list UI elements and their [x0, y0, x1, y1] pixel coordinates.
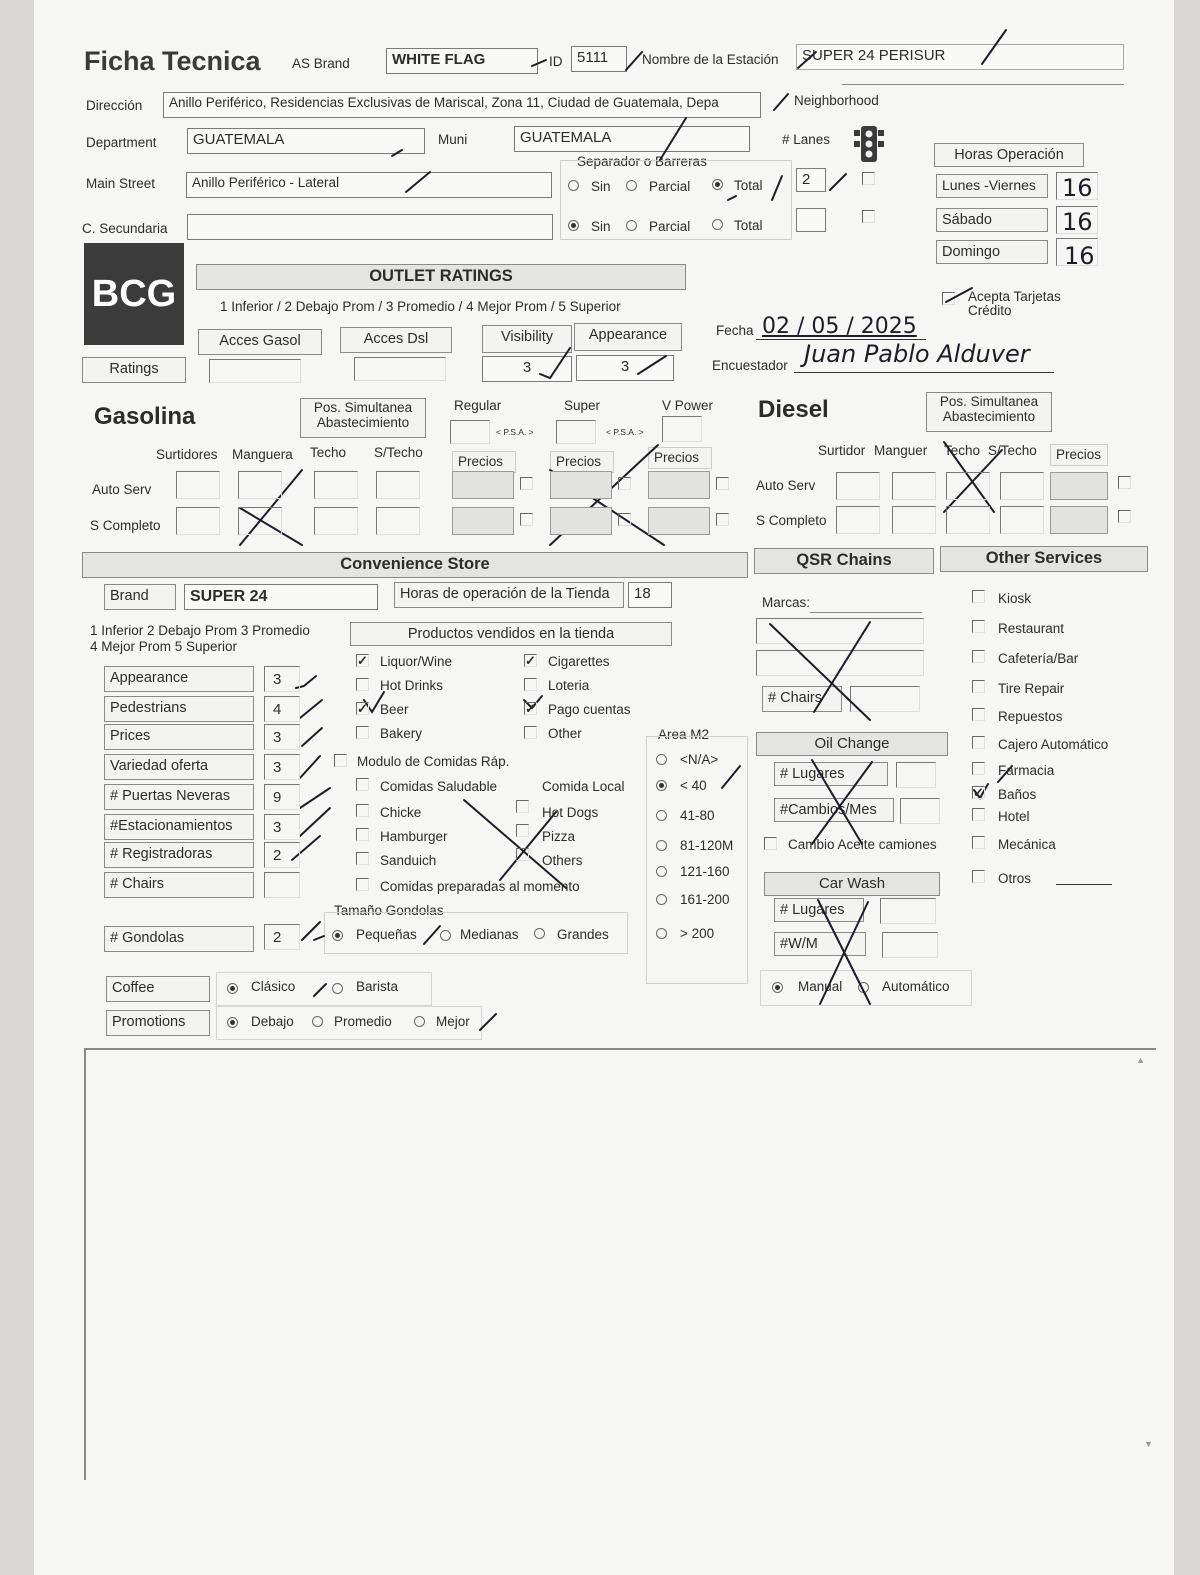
- store-brand-label: Brand: [104, 584, 176, 610]
- pen-mark-35: [814, 622, 870, 712]
- pen-mark-3: [982, 30, 1006, 64]
- gondola-pequenas-label: Pequeñas: [356, 927, 417, 942]
- pen-mark-25: [302, 922, 320, 940]
- store-rating-value-2[interactable]: 3: [264, 724, 300, 750]
- store-scale-line1: 1 Inferior 2 Debajo Prom 3 Promedio: [90, 623, 310, 638]
- gas-cell-r1-c2[interactable]: [314, 507, 358, 535]
- main-street-label: Main Street: [86, 176, 156, 191]
- store-rating-label-0: Appearance: [104, 666, 254, 692]
- carwash-auto-label: Automático: [882, 979, 950, 994]
- product-left-label-3: Bakery: [380, 726, 423, 741]
- gas-row-s-completo: S Completo: [90, 518, 161, 533]
- gas-price-r0-1[interactable]: [550, 471, 612, 499]
- grade-super: Super: [564, 398, 601, 413]
- promo-promedio-label: Promedio: [334, 1014, 392, 1029]
- carwash-manual-label: Manual: [798, 979, 843, 994]
- other-service-label-0: Kiosk: [998, 591, 1032, 606]
- col-manguera: Manguera: [232, 447, 293, 462]
- area-radio-5[interactable]: [656, 894, 667, 905]
- store-rating-label-1: Pedestrians: [104, 696, 254, 722]
- gas-price-r1-2[interactable]: [648, 507, 710, 535]
- main-street-field[interactable]: Anillo Periférico - Lateral: [186, 172, 552, 198]
- diesel-pos-simultanea-label: Pos. Simultanea Abastecimiento: [926, 392, 1052, 432]
- diesel-price-check-r0[interactable]: [1118, 476, 1131, 489]
- other-service-checkbox-8[interactable]: [972, 808, 985, 821]
- area-radio-2[interactable]: [656, 810, 667, 821]
- qsr-chairs-label: # Chairs: [762, 686, 842, 712]
- product-right-label-3: Other: [548, 726, 582, 741]
- diesel-row-auto-serv: Auto Serv: [756, 478, 816, 493]
- food-right-checkbox-1[interactable]: [516, 824, 529, 837]
- oil-lugares-label: # Lugares: [774, 762, 888, 786]
- col-surtidores: Surtidores: [156, 447, 218, 462]
- scroll-up-arrow-icon[interactable]: ▲: [1136, 1055, 1145, 1065]
- id-field[interactable]: 5111: [571, 46, 627, 72]
- other-service-checkbox-7[interactable]: ✓: [973, 785, 984, 800]
- rating-visibility[interactable]: 3: [482, 356, 572, 382]
- sep1-total-label: Total: [734, 178, 763, 193]
- gas-price-r1-1[interactable]: [550, 507, 612, 535]
- carwash-lugares-label: # Lugares: [774, 898, 864, 922]
- gas-row-auto-serv: Auto Serv: [92, 482, 152, 497]
- diesel-col-techo: Techo: [944, 443, 981, 458]
- marcas-label: Marcas:: [762, 595, 811, 610]
- pen-mark-2: [798, 52, 816, 68]
- pen-mark-33: [500, 812, 556, 880]
- food-right-label-2: Others: [542, 853, 583, 868]
- oil-change-title: Oil Change: [756, 732, 948, 756]
- pen-mark-34: [770, 624, 870, 720]
- food-left-label-2: Sanduich: [380, 853, 437, 868]
- other-service-checkbox-9[interactable]: [972, 836, 985, 849]
- encuestador-value: Juan Pablo Alduver: [804, 340, 1030, 368]
- product-left-checkbox-2[interactable]: ✓: [357, 701, 368, 716]
- secondary-street-label: C. Secundaria: [82, 221, 168, 236]
- modulo-comidas-label: Modulo de Comidas Ráp.: [357, 754, 510, 769]
- gas-cell-r0-c1[interactable]: [238, 471, 282, 499]
- store-rating-label-4: # Puertas Neveras: [104, 784, 254, 810]
- other-service-checkbox-10[interactable]: [972, 870, 985, 883]
- muni-label: Muni: [438, 132, 468, 147]
- diesel-price-r0[interactable]: [1050, 472, 1108, 500]
- gas-cell-r0-c3[interactable]: [376, 471, 420, 499]
- pen-mark-1: [626, 52, 642, 70]
- pen-mark-0: [532, 60, 546, 66]
- other-service-label-5: Cajero Automático: [998, 737, 1109, 752]
- col-acces-gasol: Acces Gasol: [198, 329, 322, 355]
- coffee-clasico-label: Clásico: [251, 979, 296, 994]
- gas-precios-3: Precios: [648, 447, 712, 469]
- diesel-col-stecho: S/Techo: [988, 443, 1037, 458]
- bcg-logo: BCG: [84, 243, 184, 345]
- diesel-cell-r0-c0[interactable]: [836, 472, 880, 500]
- pen-mark-22: [300, 788, 330, 808]
- address-field[interactable]: Anillo Periférico, Residencias Exclusivas de Mariscal, Zona 11, Ciudad de Guatemala, Depa: [163, 92, 761, 118]
- outlet-ratings-title: OUTLET RATINGS: [196, 264, 686, 290]
- food-left-checkbox-1[interactable]: [356, 828, 369, 841]
- form-title: Ficha Tecnica: [84, 46, 261, 76]
- diesel-cell-r1-c2[interactable]: [946, 506, 990, 534]
- promo-debajo-label: Debajo: [251, 1014, 294, 1029]
- food-left-checkbox-3[interactable]: [356, 878, 369, 891]
- promo-mejor-label: Mejor: [436, 1014, 470, 1029]
- gas-precios-2: Precios: [550, 451, 614, 473]
- neighborhood-label: Neighborhood: [794, 93, 879, 108]
- pen-mark-27: [424, 926, 440, 944]
- area-radio-1[interactable]: [656, 780, 667, 791]
- store-hours-label: Horas de operación de la Tienda: [394, 582, 624, 608]
- product-right-checkbox-0[interactable]: ✓: [525, 653, 536, 668]
- as-brand-field[interactable]: WHITE FLAG: [386, 48, 538, 74]
- cambio-aceite-label: Cambio Aceite camiones: [788, 837, 937, 852]
- gas-price-check-r0-2[interactable]: [716, 477, 729, 490]
- other-service-checkbox-4[interactable]: [972, 708, 985, 721]
- other-service-label-2: Cafetería/Bar: [998, 651, 1079, 666]
- department-field[interactable]: GUATEMALA: [187, 128, 425, 154]
- other-service-checkbox-6[interactable]: [972, 762, 985, 775]
- product-left-label-0: Liquor/Wine: [380, 654, 453, 669]
- diesel-title: Diesel: [758, 396, 829, 423]
- station-name-field[interactable]: SUPER 24 PERISUR: [796, 44, 1124, 70]
- diesel-row-s-completo: S Completo: [756, 513, 827, 528]
- food-right-checkbox-2[interactable]: [516, 848, 529, 861]
- grade-regular: Regular: [454, 398, 502, 413]
- gas-cell-r0-c0[interactable]: [176, 471, 220, 499]
- col-stecho: S/Techo: [374, 445, 423, 460]
- store-rating-value-5[interactable]: 3: [264, 814, 300, 840]
- col-techo: Techo: [310, 445, 347, 460]
- food-left-label-1: Hamburger: [380, 829, 448, 844]
- store-rating-value-3[interactable]: 3: [264, 754, 300, 780]
- fecha-value: 02 / 05 / 2025: [762, 314, 917, 339]
- other-service-checkbox-5[interactable]: [972, 736, 985, 749]
- store-rating-label-2: Prices: [104, 724, 254, 750]
- pen-mark-26: [314, 936, 324, 940]
- hours-weekday-value: 16: [1062, 174, 1093, 202]
- food-right-label-1: Pizza: [542, 829, 576, 844]
- lanes-field[interactable]: 2: [796, 168, 826, 192]
- pen-mark-29: [480, 1014, 496, 1030]
- id-label: ID: [549, 54, 563, 69]
- area-label-2: 41-80: [680, 808, 715, 823]
- product-right-label-2: Pago cuentas: [548, 702, 631, 717]
- col-visibility: Visibility: [482, 325, 572, 353]
- store-brand-field[interactable]: SUPER 24: [184, 584, 378, 610]
- pen-mark-9: [830, 174, 846, 190]
- encuestador-label: Encuestador: [712, 358, 788, 373]
- other-service-label-8: Hotel: [998, 809, 1030, 824]
- store-rating-label-3: Variedad oferta: [104, 754, 254, 780]
- product-left-label-1: Hot Drinks: [380, 678, 444, 693]
- sep1-parcial-label: Parcial: [649, 179, 691, 194]
- sep2-parcial-label: Parcial: [649, 219, 691, 234]
- pen-mark-31: [728, 196, 736, 200]
- station-name-label: Nombre de la Estación: [642, 52, 779, 67]
- gas-price-r0-0[interactable]: [452, 471, 514, 499]
- as-brand-label: AS Brand: [292, 56, 350, 71]
- other-service-checkbox-0[interactable]: [972, 590, 985, 603]
- gas-price-check-r1-0[interactable]: [520, 513, 533, 526]
- comida-local-label: Comida Local: [542, 779, 625, 794]
- store-rating-value-0[interactable]: 3: [264, 666, 300, 692]
- sep2-total-label: Total: [734, 218, 763, 233]
- grade-vpower: V Power: [662, 398, 714, 413]
- area-title: Area M2: [658, 727, 710, 742]
- food-left-checkbox-2[interactable]: [356, 852, 369, 865]
- qsr-chains-title: QSR Chains: [754, 548, 934, 574]
- gondola-medianas-label: Medianas: [460, 927, 519, 942]
- diesel-cell-r0-c2[interactable]: [946, 472, 990, 500]
- diesel-col-manguer: Manguer: [874, 443, 928, 458]
- comidas-saludable-label: Comidas Saludable: [380, 779, 498, 794]
- super-psa: < P.S.A. >: [606, 427, 644, 437]
- store-rating-value-4[interactable]: 9: [264, 784, 300, 810]
- scroll-down-arrow-icon[interactable]: ▼: [1144, 1439, 1153, 1449]
- gondolas-count-label: # Gondolas: [104, 926, 254, 952]
- diesel-cell-r0-c1[interactable]: [892, 472, 936, 500]
- pen-mark-28: [314, 984, 326, 996]
- sep1-sin-label: Sin: [591, 179, 611, 194]
- convenience-store-title: Convenience Store: [82, 552, 748, 578]
- pen-mark-21: [300, 756, 320, 778]
- gas-pos-simultanea-label: Pos. Simultanea Abastecimiento: [300, 398, 426, 438]
- diesel-price-r1[interactable]: [1050, 506, 1108, 534]
- pen-mark-4: [774, 94, 788, 110]
- diesel-cell-r1-c1[interactable]: [892, 506, 936, 534]
- regular-psa: < P.S.A. >: [496, 427, 534, 437]
- col-acces-dsl: Acces Dsl: [340, 327, 452, 353]
- other-service-label-1: Restaurant: [998, 621, 1065, 636]
- store-rating-value-6[interactable]: 2: [264, 842, 300, 868]
- hours-saturday-value: 16: [1062, 208, 1093, 236]
- other-service-checkbox-2[interactable]: [972, 650, 985, 663]
- gas-cell-r0-c2[interactable]: [314, 471, 358, 499]
- product-left-checkbox-1[interactable]: [356, 678, 369, 691]
- store-rating-value-7[interactable]: [264, 872, 300, 898]
- pen-mark-42: [946, 288, 972, 302]
- coffee-barista-label: Barista: [356, 979, 399, 994]
- other-services-title: Other Services: [940, 546, 1148, 572]
- area-radio-4[interactable]: [656, 866, 667, 877]
- form-sheet: [34, 0, 1174, 1575]
- pen-mark-11: [638, 356, 666, 374]
- diesel-col-surtidor: Surtidor: [818, 443, 866, 458]
- area-label-1: < 40: [680, 778, 707, 793]
- gas-price-r0-2[interactable]: [648, 471, 710, 499]
- store-scale-line2: 4 Mejor Prom 5 Superior: [90, 639, 238, 654]
- diesel-price-check-r1[interactable]: [1118, 510, 1131, 523]
- gas-price-r1-0[interactable]: [452, 507, 514, 535]
- oil-cambios-label: #Cambios/Mes: [774, 798, 894, 822]
- area-label-5: 161-200: [680, 892, 730, 907]
- pen-mark-6: [660, 118, 686, 160]
- pen-mark-7: [406, 172, 430, 192]
- area-label-4: 121-160: [680, 864, 730, 879]
- fecha-label: Fecha: [716, 323, 754, 338]
- area-label-0: <N/A>: [680, 752, 719, 767]
- area-label-6: > 200: [680, 926, 715, 941]
- product-left-checkbox-0[interactable]: ✓: [357, 653, 368, 668]
- diesel-cell-r1-c0[interactable]: [836, 506, 880, 534]
- gasolina-title: Gasolina: [94, 403, 196, 430]
- separador-title: Separador o Barreras: [577, 154, 707, 169]
- area-radio-6[interactable]: [656, 928, 667, 939]
- food-right-checkbox-0[interactable]: [516, 800, 529, 813]
- ratings-label: Ratings: [82, 357, 186, 383]
- rating-appearance[interactable]: 3: [576, 355, 674, 381]
- pen-mark-23: [300, 808, 330, 836]
- product-right-checkbox-2[interactable]: ✓: [525, 701, 536, 716]
- area-radio-0[interactable]: [656, 754, 667, 765]
- gas-price-check-r0-0[interactable]: [520, 477, 533, 490]
- product-right-checkbox-3[interactable]: [524, 726, 537, 739]
- hours-title: Horas Operación: [934, 143, 1084, 167]
- gas-cell-r1-c3[interactable]: [376, 507, 420, 535]
- other-service-checkbox-3[interactable]: [972, 680, 985, 693]
- pen-mark-20: [302, 728, 322, 746]
- store-rating-value-1[interactable]: 4: [264, 696, 300, 722]
- coffee-label: Coffee: [106, 976, 210, 1002]
- diesel-col-precios: Precios: [1050, 444, 1108, 466]
- products-title: Productos vendidos en la tienda: [350, 622, 672, 646]
- hours-sunday-label: Domingo: [936, 240, 1048, 264]
- sep2-sin-label: Sin: [591, 219, 611, 234]
- other-service-label-7: Baños: [998, 787, 1037, 802]
- store-rating-label-7: # Chairs: [104, 872, 254, 898]
- gas-cell-r1-c0[interactable]: [176, 507, 220, 535]
- gas-cell-r1-c1[interactable]: [238, 507, 282, 535]
- muni-field[interactable]: GUATEMALA: [514, 126, 750, 152]
- promotions-label: Promotions: [106, 1010, 210, 1036]
- other-service-label-6: Farmacia: [998, 763, 1055, 778]
- food-right-label-0: Hot Dogs: [542, 805, 599, 820]
- pen-mark-36: [812, 760, 862, 844]
- gas-price-check-r1-2[interactable]: [716, 513, 729, 526]
- pen-mark-19: [300, 700, 322, 718]
- gondolas-count-field[interactable]: 2: [264, 924, 300, 950]
- col-appearance: Appearance: [574, 323, 682, 351]
- other-service-checkbox-1[interactable]: [972, 620, 985, 633]
- product-right-checkbox-1[interactable]: [524, 678, 537, 691]
- lanes-label: # Lanes: [782, 132, 831, 147]
- gondolas-size-title: Tamaño Gondolas: [334, 903, 444, 918]
- other-service-label-10: Otros: [998, 871, 1032, 886]
- carwash-wm-label: #W/M: [774, 932, 866, 956]
- gas-price-check-r0-1[interactable]: [618, 477, 631, 490]
- food-left-label-3: Comidas preparadas al momento: [380, 879, 580, 894]
- other-service-label-9: Mecánica: [998, 837, 1056, 852]
- hours-saturday-label: Sábado: [936, 208, 1048, 232]
- outlet-ratings-scale: 1 Inferior / 2 Debajo Prom / 3 Promedio / 4 Mejor Prom / 5 Superior: [220, 299, 621, 314]
- diesel-cell-r1-c3[interactable]: [1000, 506, 1044, 534]
- area-radio-3[interactable]: [656, 840, 667, 851]
- hours-sunday-value: 16: [1064, 242, 1095, 270]
- product-right-label-1: Loteria: [548, 678, 590, 693]
- hours-weekday-label: Lunes -Viernes: [936, 174, 1048, 198]
- area-label-3: 81-120M: [680, 838, 734, 853]
- department-label: Department: [86, 135, 157, 150]
- car-wash-title: Car Wash: [764, 872, 940, 896]
- pen-mark-8: [772, 176, 782, 200]
- food-left-label-0: Chicke: [380, 805, 422, 820]
- gas-precios-1: Precios: [452, 451, 516, 473]
- pen-mark-10: [540, 348, 570, 378]
- pen-mark-30: [722, 766, 740, 788]
- product-left-label-2: Beer: [380, 702, 409, 717]
- address-label: Dirección: [86, 98, 143, 113]
- store-rating-label-5: #Estacionamientos: [104, 814, 254, 840]
- other-service-label-3: Tire Repair: [998, 681, 1065, 696]
- diesel-cell-r0-c3[interactable]: [1000, 472, 1044, 500]
- acepta-tarjetas-label: Acepta Tarjetas Crédito: [968, 289, 1061, 319]
- gas-price-check-r1-1[interactable]: [618, 513, 631, 526]
- food-left-checkbox-0[interactable]: [356, 804, 369, 817]
- product-right-label-0: Cigarettes: [548, 654, 610, 669]
- gondola-grandes-label: Grandes: [557, 927, 609, 942]
- product-left-checkbox-3[interactable]: [356, 726, 369, 739]
- pen-mark-5: [392, 150, 402, 156]
- other-service-label-4: Repuestos: [998, 709, 1063, 724]
- store-hours-field[interactable]: 18: [628, 582, 672, 608]
- store-rating-label-6: # Registradoras: [104, 842, 254, 868]
